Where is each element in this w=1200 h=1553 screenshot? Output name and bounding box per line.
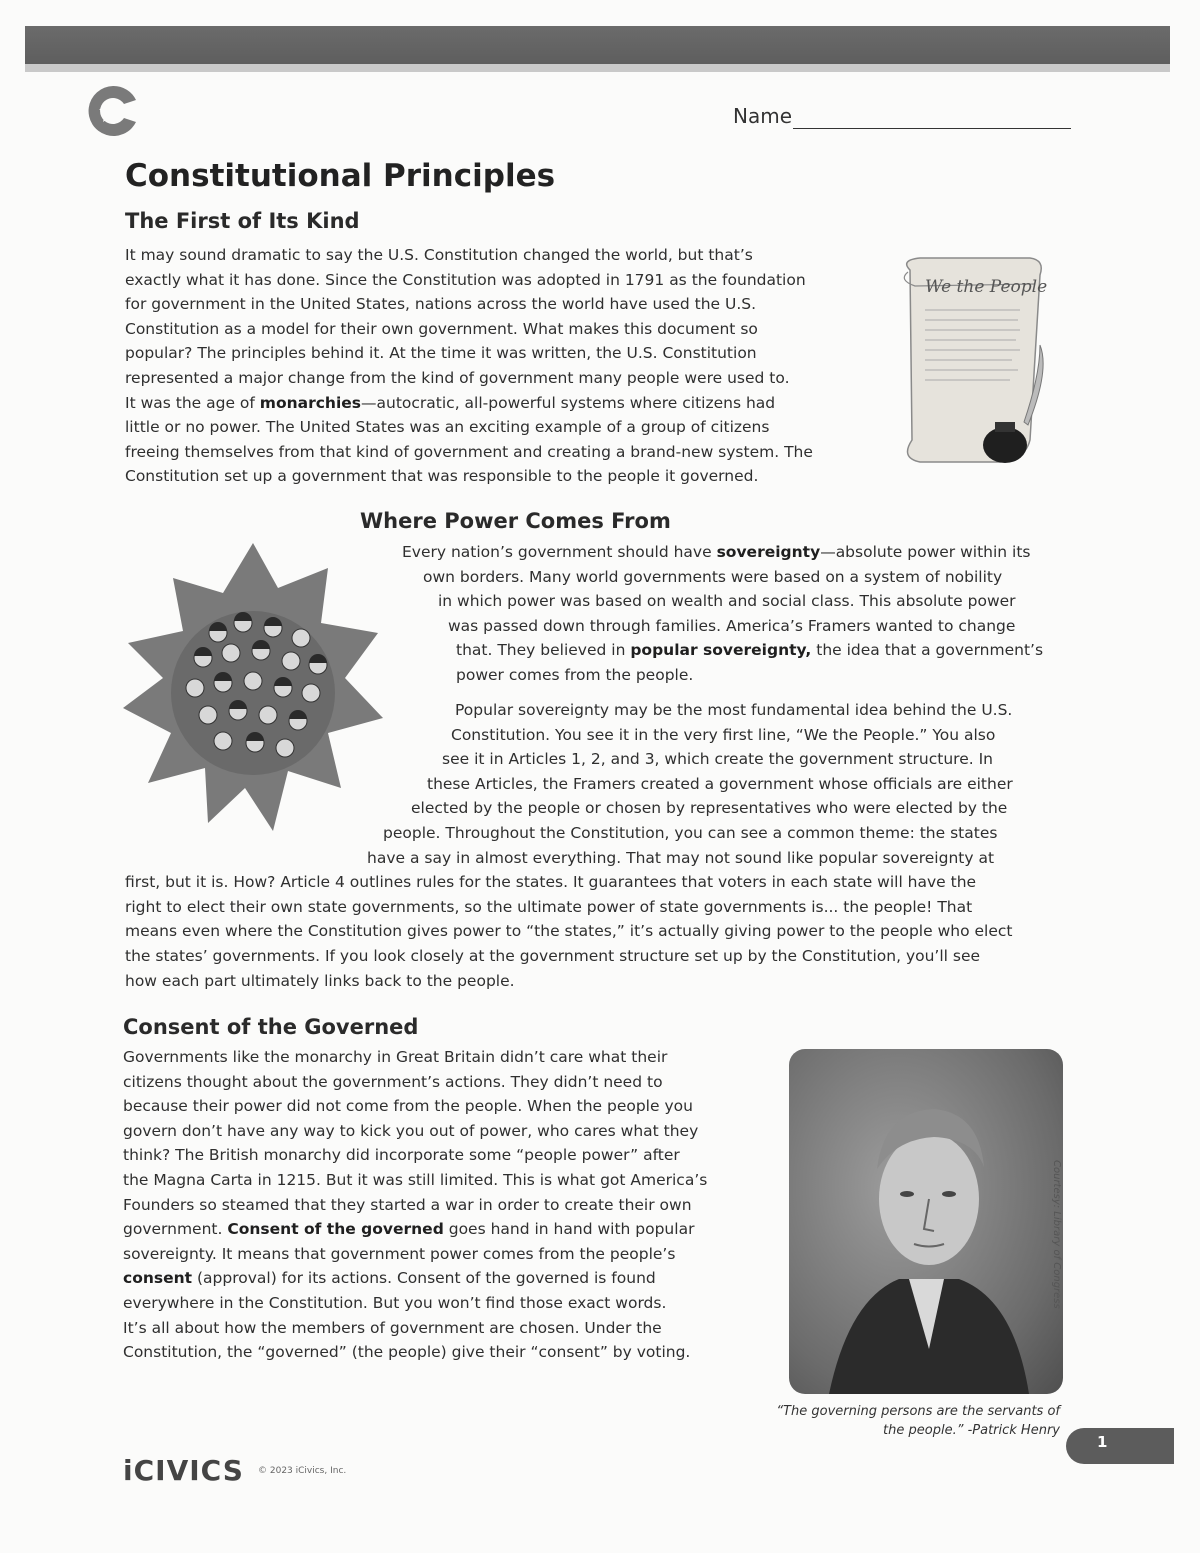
section-heading-consent-of-the-governed: Consent of the Governed: [123, 1015, 419, 1039]
page-number: 1: [1097, 1433, 1108, 1451]
scroll-quill-illustration: [880, 250, 1050, 470]
section2-paragraph-2: Popular sovereignty may be the most fundamental idea behind the U.S. Constitution. You see it in the very first line, “We the People.” You also see it in Articles 1, 2, and 3, which create the government structure. In these Articles, the Framers created a government whose officials are either elected by the people or chosen by representatives who were elected by the people. Throughout the Constitution, you can see a common theme: the states have a say in almost everything. That may not sound like popular sovereignty at first, but it is. How? Article 4 outlines rules for the states. It guarantees that voters in each state will have the right to elect their own state governments, so the ultimate power of state governments is... the people! That means even where the Constitution gives power to “the states,” it’s actually giving power to the people who elect the states’ governments. If you look closely at the government structure set up by the Constitution, you’ll see how each part ultimately links back to the people.: [125, 701, 1013, 990]
term-monarchies: monarchies: [259, 393, 362, 412]
section1-paragraph: It may sound dramatic to say the U.S. Constitution changed the world, but that’s exactly what it has done. Since the Constitution was adopted in 1791 as the foundation for government in the United States, nations across the world have used the U.S. Constitution as a model for their own government. What makes this document so popular? The principles behind it. At the time it was written, the U.S. Constitution represented a major change from the kind of government many people were used to. It was the age of monarchies—autocratic, all-powerful systems where citizens had little or no power. The United States was an exciting example of a group of citizens freeing themselves from that kind of government and creating a brand-new system. The Constitution set up a government that was responsible to the people it governed.: [125, 246, 813, 486]
copyright-text: © 2023 iCivics, Inc.: [258, 1466, 347, 1476]
page-number-tab: [1066, 1428, 1174, 1464]
portrait-caption: “The governing persons are the servants of the people.” -Patrick Henry: [776, 1404, 1060, 1438]
portrait-credit: Courtesy: Library of Congress: [1051, 1160, 1062, 1309]
section2-paragraph-1: Every nation’s government should have sovereignty—absolute power within its own borders. Many world governments were based on a system of nobility in which power was based on wealth and social class. This absolute power was passed down through families. America’s Framers wanted to change that. They believed in popular sovereignty, the idea that a government’s power comes from the people.: [402, 543, 1044, 684]
civics-star-logo-icon: [86, 84, 140, 138]
name-blank-line[interactable]: [793, 128, 1071, 129]
term-consent: consent: [123, 1269, 193, 1288]
term-sovereignty: sovereignty: [716, 543, 821, 561]
name-label: Name: [733, 104, 793, 128]
top-header-underline: [25, 64, 1170, 72]
svg-text:We the People: We the People: [925, 277, 1048, 297]
icivics-logo: iCIVICS: [123, 1454, 244, 1487]
patrick-henry-portrait: [789, 1049, 1063, 1394]
section-heading-first-of-its-kind: The First of Its Kind: [125, 209, 360, 233]
term-consent-of-the-governed: Consent of the governed: [227, 1220, 444, 1239]
top-header-bar: [25, 26, 1170, 64]
term-popular-sovereignty: popular sovereignty,: [630, 641, 812, 660]
section-heading-where-power-comes-from: Where Power Comes From: [360, 509, 671, 533]
section3-paragraph: Governments like the monarchy in Great Britain didn’t care what their citizens thought about the government’s actions. They didn’t need to because their power did not come from the people. When the people you govern don’t have any way to kick you out of power, who cares what they think? The British monarchy did incorporate some “people power” after the Magna Carta in 1215. But it was still limited. This is what got America’s Founders so steamed that they started a war in order to create their own government. Consent of the governed goes hand in hand with popular sovereignty. It means that government power comes from the people’s consent (approval) for its actions. Consent of the governed is found everywhere in the Constitution. But you won’t find those exact words. It’s all about how the members of government are chosen. Under the Constitution, the “governed” (the people) give their “consent” by voting.: [123, 1048, 708, 1362]
page-title: Constitutional Principles: [125, 158, 556, 194]
